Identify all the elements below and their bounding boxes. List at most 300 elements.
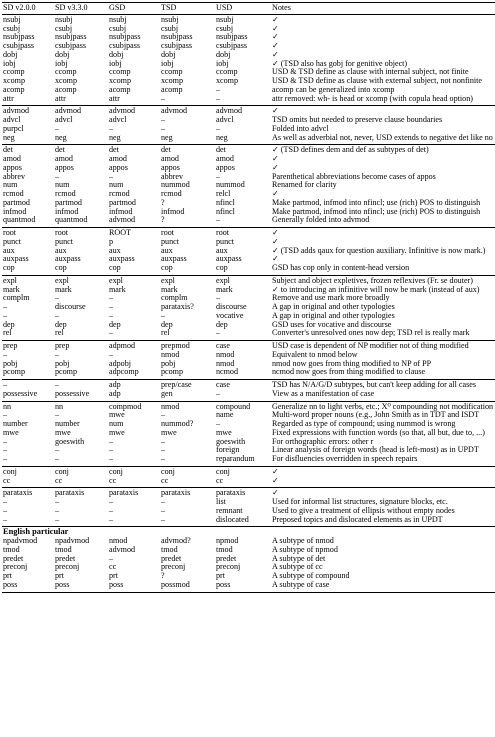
sd200-cell: preconj bbox=[3, 562, 28, 572]
table-row bbox=[2, 466, 495, 476]
notes-cell: ✓ bbox=[272, 23, 279, 33]
usd-cell: compound bbox=[215, 401, 271, 411]
sd200-cell: root bbox=[2, 228, 54, 238]
tsd-cell: cop bbox=[161, 263, 173, 272]
sd200-cell: cop bbox=[3, 263, 15, 272]
sd200-cell: amod bbox=[3, 154, 21, 163]
tsd-cell: – bbox=[161, 505, 166, 515]
usd-cell: remnant bbox=[216, 505, 243, 515]
sd200-cell: rel bbox=[3, 328, 12, 338]
relation-group bbox=[2, 14, 495, 106]
table-row bbox=[2, 477, 495, 488]
usd-cell: csubjpass bbox=[216, 41, 248, 50]
gsd-cell: ROOT bbox=[108, 228, 160, 238]
usd-cell: – bbox=[216, 419, 221, 428]
sd330-cell: cop bbox=[55, 263, 67, 272]
usd-cell: case bbox=[215, 341, 271, 351]
gsd-cell: – bbox=[109, 123, 114, 133]
header-sd200: SD v2.0.0 bbox=[2, 3, 54, 15]
notes-cell: Renamed for clarity bbox=[272, 180, 337, 190]
gsd-cell: neg bbox=[109, 132, 121, 142]
tsd-cell: predet bbox=[161, 553, 182, 563]
notes-cell: Used for informal list structures, signature blocks, etc. bbox=[272, 497, 448, 506]
usd-cell: predet bbox=[216, 553, 237, 563]
notes-cell: A subtype of det bbox=[272, 553, 326, 563]
sd330-cell: discourse bbox=[55, 302, 86, 311]
sd200-cell: xcomp bbox=[3, 76, 26, 85]
gsd-cell: – bbox=[109, 445, 114, 455]
table-row bbox=[2, 42, 495, 51]
gsd-cell: – bbox=[109, 328, 114, 338]
gsd-cell: adpcomp bbox=[109, 367, 139, 377]
notes-cell: For disfluencies overridden in speech repairs bbox=[272, 454, 418, 463]
tsd-cell: nsubjpass bbox=[161, 32, 193, 42]
table-row bbox=[2, 275, 495, 285]
gsd-cell: mwe bbox=[109, 427, 125, 437]
gsd-cell: – bbox=[109, 302, 114, 311]
tsd-cell: rcmod bbox=[161, 189, 182, 198]
table-row bbox=[2, 312, 495, 321]
sd200-cell: advcl bbox=[3, 115, 21, 124]
notes-cell: ✓ bbox=[271, 488, 495, 498]
tsd-cell: abbrev bbox=[161, 171, 184, 181]
table-row bbox=[2, 145, 495, 155]
gsd-cell: – bbox=[109, 349, 114, 359]
relation-group bbox=[2, 145, 495, 228]
table-row bbox=[2, 95, 495, 106]
header-row bbox=[2, 3, 495, 15]
sd200-cell: parataxis bbox=[2, 488, 54, 498]
header-usd: USD bbox=[215, 3, 271, 15]
gsd-cell: num bbox=[109, 419, 124, 428]
sd200-cell: – bbox=[3, 302, 8, 311]
table-row bbox=[2, 216, 495, 227]
notes-cell: A gap in original and other typologies bbox=[272, 310, 395, 320]
sd330-cell: poss bbox=[54, 581, 108, 592]
sd200-cell: number bbox=[3, 419, 28, 428]
sd330-cell: xcomp bbox=[55, 76, 78, 85]
gsd-cell: poss bbox=[108, 581, 160, 592]
gsd-cell: compmod bbox=[108, 401, 160, 411]
tsd-cell: punct bbox=[161, 236, 179, 246]
notes-cell: Fixed expressions with function words (so that, all but, due to, ...) bbox=[272, 427, 485, 437]
notes-cell: USD & TSD define as clause with internal subject, not finite bbox=[272, 67, 469, 77]
sd330-cell: – bbox=[55, 497, 60, 506]
relation-group bbox=[2, 275, 495, 340]
sd200-cell: possessive bbox=[3, 388, 38, 398]
tsd-cell: det bbox=[160, 145, 215, 155]
sd330-cell: rel bbox=[55, 328, 64, 338]
tsd-cell: ccomp bbox=[161, 67, 183, 77]
english-particular-group bbox=[2, 527, 495, 592]
tsd-cell: prepmod bbox=[160, 341, 215, 351]
notes-cell: ✓ to introducing an infinitive will now be mark (instead of aux) bbox=[272, 284, 480, 294]
sd330-cell: prt bbox=[55, 571, 64, 580]
tsd-cell: amod bbox=[161, 154, 179, 163]
sd200-cell: csubj bbox=[3, 23, 21, 33]
table-row bbox=[2, 14, 495, 24]
sd330-cell: – bbox=[55, 349, 60, 359]
sd330-cell: pcomp bbox=[55, 367, 78, 377]
notes-cell: ✓ bbox=[272, 32, 279, 42]
gsd-cell: iobj bbox=[109, 58, 122, 68]
tsd-cell: advmod? bbox=[161, 536, 191, 545]
table-row bbox=[2, 455, 495, 466]
sd200-cell: poss bbox=[2, 581, 54, 592]
sd330-cell: prep bbox=[54, 341, 108, 351]
notes-cell: A subtype of npmod bbox=[272, 544, 338, 554]
usd-cell: nfincl bbox=[216, 206, 235, 216]
notes-cell: Parenthetical abbreviations become cases of appos bbox=[272, 171, 436, 181]
tsd-cell: parataxis? bbox=[161, 302, 194, 311]
table-row bbox=[2, 255, 495, 264]
relation-group bbox=[2, 401, 495, 466]
notes-cell: ✓ bbox=[272, 162, 279, 172]
notes-cell: ncmod now goes from thing modified to clause bbox=[272, 367, 426, 377]
notes-cell: A subtype of cc bbox=[272, 562, 323, 572]
gsd-cell: partmod bbox=[109, 197, 136, 207]
table-row bbox=[2, 116, 495, 125]
notes-cell: ✓ (TSD also has gobj for genitive object) bbox=[272, 58, 408, 68]
sd200-cell: – bbox=[3, 410, 8, 420]
gsd-cell: prt bbox=[109, 571, 118, 580]
gsd-cell: det bbox=[108, 145, 160, 155]
sd200-cell: complm bbox=[3, 293, 30, 303]
gsd-cell: mwe bbox=[109, 410, 125, 420]
notes-cell: ✓ bbox=[271, 14, 495, 24]
gsd-cell: cop bbox=[109, 263, 121, 272]
sd200-cell: num bbox=[3, 180, 18, 190]
sd200-cell: – bbox=[3, 445, 8, 455]
sd200-cell: expl bbox=[2, 275, 54, 285]
sd330-cell: quantmod bbox=[55, 215, 88, 225]
notes-cell: ✓ (TSD adds qaux for question auxiliary. Infinitive is now mark.) bbox=[272, 245, 486, 255]
sd330-cell: appos bbox=[55, 162, 74, 172]
sd200-cell: predet bbox=[3, 553, 24, 563]
notes-cell: A subtype of nmod bbox=[272, 536, 334, 545]
sd330-cell: pobj bbox=[55, 358, 70, 368]
notes-cell: ✓ bbox=[272, 189, 279, 198]
relation-group bbox=[2, 466, 495, 488]
table-row bbox=[2, 537, 495, 546]
gsd-cell: mark bbox=[109, 284, 126, 294]
sd330-cell: num bbox=[55, 180, 70, 190]
notes-cell: Make partmod, infmod into nfincl; use (rich) POS to distinguish bbox=[272, 206, 481, 216]
table-row bbox=[2, 51, 495, 60]
sd200-cell: – bbox=[3, 436, 8, 446]
sd200-cell: – bbox=[3, 505, 8, 515]
gsd-cell: cc bbox=[109, 562, 117, 572]
notes-cell: Generally folded into advmod bbox=[272, 215, 370, 225]
usd-cell: reparandum bbox=[216, 454, 255, 463]
section-title: English particular bbox=[2, 527, 495, 537]
usd-cell: csubj bbox=[216, 23, 234, 33]
tsd-cell: acomp bbox=[161, 84, 183, 94]
sd200-cell: npadvmod bbox=[3, 536, 38, 545]
sd330-cell: npadvmod bbox=[55, 536, 90, 545]
sd200-cell: abbrev bbox=[3, 171, 26, 181]
gsd-cell: infmod bbox=[109, 206, 133, 216]
sd330-cell: auxpass bbox=[55, 254, 81, 264]
sd200-cell: conj bbox=[2, 466, 54, 476]
table-row bbox=[2, 563, 495, 572]
notes-cell: Linear analysis of foreign words (head is left-most) as in UPDT bbox=[272, 445, 479, 455]
usd-cell: amod bbox=[216, 154, 234, 163]
gsd-cell: attr bbox=[109, 93, 120, 103]
sd330-cell: nn bbox=[54, 401, 108, 411]
sd200-cell: pcomp bbox=[3, 367, 26, 377]
notes-cell: ✓ bbox=[272, 49, 279, 59]
sd330-cell: infmod bbox=[55, 206, 79, 216]
notes-cell: USD case is dependent of NP modifier not of thing modified bbox=[271, 341, 495, 351]
sd330-cell: mark bbox=[55, 284, 72, 294]
tsd-cell: ? bbox=[161, 197, 165, 207]
header-gsd: GSD bbox=[108, 3, 160, 15]
tsd-cell: nsubj bbox=[160, 14, 215, 24]
sd200-cell: prep bbox=[2, 341, 54, 351]
tsd-cell: nummod bbox=[161, 180, 190, 190]
gsd-cell: – bbox=[109, 310, 114, 320]
sd200-cell: – bbox=[3, 514, 8, 524]
gsd-cell: p bbox=[109, 236, 114, 246]
usd-cell: nmod bbox=[216, 349, 235, 359]
sd330-cell: partmod bbox=[55, 197, 82, 207]
sd330-cell: dobj bbox=[55, 49, 70, 59]
sd200-cell: nsubj bbox=[2, 14, 54, 24]
usd-cell: – bbox=[216, 215, 221, 225]
sd330-cell: predet bbox=[55, 553, 76, 563]
sd200-cell: aux bbox=[3, 245, 15, 255]
gsd-cell: amod bbox=[109, 154, 127, 163]
table-row bbox=[2, 581, 495, 592]
gsd-cell: adpmod bbox=[108, 341, 160, 351]
sd330-cell: dep bbox=[55, 319, 67, 329]
notes-cell: ✓ (TSD defines dem and def as subtypes of det) bbox=[271, 145, 495, 155]
notes-cell: Preposed topics and dislocated elements as in UPDT bbox=[272, 514, 443, 524]
notes-cell: TSD omits but needed to preserve clause boundaries bbox=[272, 115, 443, 124]
usd-cell: root bbox=[215, 228, 271, 238]
table-row bbox=[2, 228, 495, 238]
sd200-cell: advmod bbox=[2, 106, 54, 116]
sd330-cell: preconj bbox=[55, 562, 80, 572]
usd-cell: list bbox=[216, 497, 226, 506]
notes-cell: nmod now goes from thing modified to NP of PP bbox=[272, 358, 432, 368]
tsd-cell: xcomp bbox=[161, 76, 184, 85]
notes-cell: ✓ bbox=[272, 236, 279, 246]
usd-cell: – bbox=[216, 293, 221, 303]
gsd-cell: advcl bbox=[109, 115, 127, 124]
usd-cell: prt bbox=[216, 571, 225, 580]
gsd-cell: csubj bbox=[109, 23, 127, 33]
sd200-cell: – bbox=[3, 310, 8, 320]
sd200-cell: dobj bbox=[3, 49, 18, 59]
sd200-cell: det bbox=[2, 145, 54, 155]
sd330-cell: nsubj bbox=[54, 14, 108, 24]
notes-cell: ✓ bbox=[272, 254, 279, 264]
sd330-cell: – bbox=[54, 380, 108, 390]
tsd-cell: csubjpass bbox=[161, 41, 193, 50]
tsd-cell: csubj bbox=[161, 23, 179, 33]
tsd-cell: – bbox=[161, 123, 166, 133]
sd200-cell: prt bbox=[3, 571, 12, 580]
usd-cell: – bbox=[216, 93, 221, 103]
gsd-cell: – bbox=[109, 514, 114, 524]
tsd-cell: neg bbox=[161, 132, 173, 142]
sd200-cell: nn bbox=[2, 401, 54, 411]
gsd-cell: – bbox=[109, 454, 114, 463]
gsd-cell: – bbox=[109, 497, 114, 506]
relation-group bbox=[2, 228, 495, 276]
sd200-cell: dep bbox=[3, 319, 15, 329]
tsd-cell: rel bbox=[161, 328, 170, 338]
notes-cell: Equivalent to nmod below bbox=[272, 349, 358, 359]
tsd-cell: ? bbox=[161, 571, 165, 580]
sd330-cell: – bbox=[55, 454, 60, 463]
sd200-cell: ccomp bbox=[3, 67, 25, 77]
sd330-cell: – bbox=[55, 445, 60, 455]
notes-cell: Make partmod, infmod into nfincl; use (rich) POS to distinguish bbox=[272, 197, 481, 207]
tsd-cell: auxpass bbox=[161, 254, 187, 264]
tsd-cell: prep/case bbox=[160, 380, 215, 390]
relation-group bbox=[2, 341, 495, 380]
sd200-cell: nsubjpass bbox=[3, 32, 35, 42]
tsd-cell: mark bbox=[161, 284, 178, 294]
gsd-cell: advmod bbox=[109, 215, 136, 225]
gsd-cell: – bbox=[109, 505, 114, 515]
sd330-cell: csubj bbox=[55, 23, 73, 33]
usd-cell: cop bbox=[216, 263, 228, 272]
sd200-cell: pobj bbox=[3, 358, 18, 368]
gsd-cell: acomp bbox=[109, 84, 131, 94]
sd200-cell: mwe bbox=[3, 427, 19, 437]
notes-cell: Multi-word proper nouns (e.g., John Smith as in TDT and ISDT bbox=[272, 410, 480, 420]
table-row bbox=[2, 173, 495, 182]
usd-cell: advmod bbox=[215, 106, 271, 116]
sd200-cell: infmod bbox=[3, 206, 27, 216]
gsd-cell: xcomp bbox=[109, 76, 132, 85]
tsd-cell: gen bbox=[161, 388, 173, 398]
sd330-cell: amod bbox=[55, 154, 73, 163]
usd-cell: ccomp bbox=[216, 67, 238, 77]
usd-cell: conj bbox=[215, 466, 271, 476]
table-row bbox=[2, 368, 495, 379]
usd-cell: cc bbox=[216, 475, 224, 485]
tsd-cell: preconj bbox=[161, 562, 186, 572]
sd330-cell: rcmod bbox=[55, 189, 76, 198]
sd200-cell: punct bbox=[3, 236, 21, 246]
header-tsd: TSD bbox=[160, 3, 215, 15]
notes-cell: Subject and object expletives, frozen reflexives (Fr. se douter) bbox=[271, 275, 495, 285]
sd330-cell: – bbox=[55, 310, 60, 320]
sd330-cell: – bbox=[55, 123, 60, 133]
notes-cell: For orthographic errors: other r bbox=[272, 436, 374, 446]
dependency-comparison-table bbox=[2, 2, 495, 593]
tsd-cell: – bbox=[161, 410, 166, 420]
notes-cell: ✓ bbox=[271, 106, 495, 116]
gsd-cell: ccomp bbox=[109, 67, 131, 77]
sd330-cell: – bbox=[55, 171, 60, 181]
sd330-cell: root bbox=[54, 228, 108, 238]
notes-cell: USD & TSD define as clause with external subject, not nonfinite bbox=[272, 76, 483, 85]
notes-cell: attr removed: wh- is head or xcomp (with copula head option) bbox=[272, 93, 473, 103]
gsd-cell: adp bbox=[108, 380, 160, 390]
notes-cell: A gap in original and other typologies bbox=[272, 302, 395, 311]
sd200-cell: attr bbox=[3, 93, 14, 103]
tsd-cell: parataxis bbox=[160, 488, 215, 498]
notes-cell: GSD has cop only in content-head version bbox=[272, 263, 410, 272]
sd330-cell: acomp bbox=[55, 84, 77, 94]
header-notes: Notes bbox=[271, 3, 495, 15]
sd200-cell: – bbox=[3, 454, 8, 463]
sd330-cell: aux bbox=[55, 245, 67, 255]
sd330-cell: – bbox=[55, 514, 60, 524]
usd-cell: – bbox=[216, 123, 221, 133]
tsd-cell: – bbox=[161, 93, 166, 103]
gsd-cell: – bbox=[109, 293, 114, 303]
notes-cell: A subtype of compound bbox=[272, 571, 350, 580]
tsd-cell: expl bbox=[160, 275, 215, 285]
sd200-cell: mark bbox=[3, 284, 20, 294]
notes-cell: Converter's unresolved ones now dep; TSD rel is really mark bbox=[272, 328, 470, 338]
gsd-cell: conj bbox=[108, 466, 160, 476]
notes-cell: ✓ bbox=[271, 466, 495, 476]
usd-cell: ncmod bbox=[216, 367, 239, 377]
gsd-cell: cc bbox=[109, 475, 117, 485]
sd200-cell: quantmod bbox=[3, 215, 36, 225]
usd-cell: npmod bbox=[216, 536, 239, 545]
table-row bbox=[2, 181, 495, 190]
sd330-cell: advcl bbox=[55, 115, 73, 124]
gsd-cell: rcmod bbox=[109, 189, 130, 198]
gsd-cell: dep bbox=[109, 319, 121, 329]
sd330-cell: – bbox=[55, 293, 60, 303]
gsd-cell: appos bbox=[109, 162, 128, 172]
usd-cell: case bbox=[215, 380, 271, 390]
usd-cell: expl bbox=[215, 275, 271, 285]
tsd-cell: tmod bbox=[161, 544, 178, 554]
usd-cell: relcl bbox=[216, 189, 231, 198]
sd200-cell: csubjpass bbox=[3, 41, 35, 50]
relation-group bbox=[2, 106, 495, 145]
relation-group bbox=[2, 380, 495, 402]
table-row bbox=[2, 390, 495, 401]
usd-cell: aux bbox=[216, 245, 228, 255]
usd-cell: poss bbox=[215, 581, 271, 592]
usd-cell: nsubj bbox=[215, 14, 271, 24]
notes-cell: ✓ bbox=[272, 41, 279, 50]
tsd-cell: aux bbox=[161, 245, 173, 255]
relation-group bbox=[2, 488, 495, 527]
table-row bbox=[2, 572, 495, 581]
gsd-cell: advmod bbox=[108, 106, 160, 116]
sd330-cell: conj bbox=[54, 466, 108, 476]
sd200-cell: acomp bbox=[3, 84, 25, 94]
sd330-cell: punct bbox=[55, 236, 73, 246]
sd200-cell: – bbox=[3, 497, 8, 506]
sd200-cell: appos bbox=[3, 162, 22, 172]
notes-cell: Regarded as type of compound; using nummod is wrong bbox=[272, 419, 456, 428]
tsd-cell: ? bbox=[161, 215, 165, 225]
gsd-cell: auxpass bbox=[109, 254, 135, 264]
usd-cell: – bbox=[216, 84, 221, 94]
tsd-cell: – bbox=[161, 310, 166, 320]
gsd-cell: nsubj bbox=[108, 14, 160, 24]
tsd-cell: conj bbox=[160, 466, 215, 476]
gsd-cell: advmod bbox=[109, 544, 136, 554]
header-sd330: SD v3.3.0 bbox=[54, 3, 108, 15]
gsd-cell: num bbox=[109, 180, 124, 190]
usd-cell: dobj bbox=[216, 49, 231, 59]
